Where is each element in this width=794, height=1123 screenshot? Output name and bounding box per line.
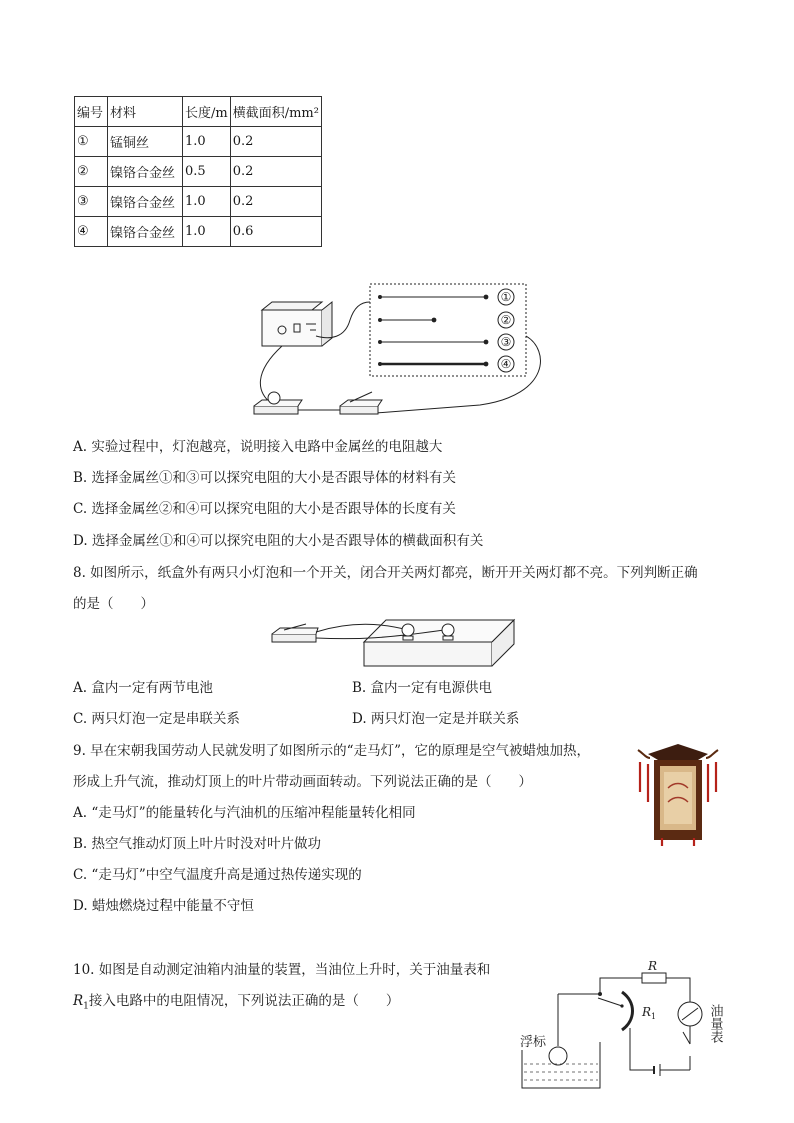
table-cell: 镍铬合金丝 [108,217,183,247]
table-cell: 0.2 [230,187,321,217]
q9-option-d: D. 蜡烛燃烧过程中能量不守恒 [73,898,254,914]
paper-box-circuit-figure [268,616,518,672]
q7-option-d: D. 选择金属丝①和④可以探究电阻的大小是否跟导体的横截面积有关 [73,533,484,549]
q9-stem-line2: 形成上升气流，推动灯顶上的叶片带动画面转动。下列说法正确的是（ ） [73,774,532,790]
table-cell: ① [75,127,108,157]
header-cell: 编号 [75,97,108,127]
r1-symbol: R [73,993,84,1009]
table-cell: 镍铬合金丝 [108,187,183,217]
q7-option-c: C. 选择金属丝②和④可以探究电阻的大小是否跟导体的长度有关 [73,501,456,517]
q9-stem-line1: 9. 早在宋朝我国劳动人民就发明了如图所示的“走马灯”，它的原理是空气被蜡烛加热， [73,743,590,759]
table-cell: ④ [75,217,108,247]
q8-option-c: C. 两只灯泡一定是串联关系 [73,711,240,727]
table-header-row [75,97,322,127]
table-row [75,187,322,217]
header-cell: 长度/m [183,97,231,127]
oil-meter-label: 油量表 [707,1004,723,1043]
wire-label: ④ [500,357,512,371]
q9-option-b: B. 热空气推动灯顶上叶片时没对叶片做功 [73,836,322,852]
wire-label: ② [500,313,512,327]
resistor-r1-subscript: 1 [651,1012,657,1021]
table-cell: 0.6 [230,217,321,247]
wire-spec-table [74,96,322,247]
table-cell: 0.5 [183,157,231,187]
table-cell: 1.0 [183,187,231,217]
q10-stem-line2-text: 接入电路中的电阻情况，下列说法正确的是（ ） [88,993,400,1009]
table-row [75,127,322,157]
q7-option-b: B. 选择金属丝①和③可以探究电阻的大小是否跟导体的材料有关 [73,470,457,486]
q8-option-a: A. 盒内一定有两节电池 [73,680,213,696]
q8-stem-line2: 的是（ ） [73,596,154,612]
wire-label: ① [500,290,512,304]
q10-stem-line2 [73,992,399,1016]
header-cell: 横截面积/mm² [230,97,321,127]
q8-option-b: B. 盒内一定有电源供电 [352,680,493,696]
table-cell: 镍铬合金丝 [108,157,183,187]
table-cell: ② [75,157,108,187]
oil-level-circuit-figure [518,958,732,1094]
resistor-r-label: R [648,959,658,973]
q9-option-c: C. “走马灯”中空气温度升高是通过热传递实现的 [73,867,362,883]
resistance-experiment-figure [250,280,550,420]
header-cell: 材料 [108,97,183,127]
float-label: 浮标 [520,1035,547,1050]
q8-option-d: D. 两只灯泡一定是并联关系 [352,711,520,727]
table-cell: 0.2 [230,127,321,157]
q9-option-a: A. “走马灯”的能量转化与汽油机的压缩冲程能量转化相同 [73,805,416,821]
q8-stem-line1: 8. 如图所示，纸盒外有两只小灯泡和一个开关，闭合开关两灯都亮，断开开关两灯都不亮。下列判断正确 [73,565,698,581]
table-cell: 1.0 [183,217,231,247]
wire-label: ③ [500,335,512,349]
q10-stem-line1: 10. 如图是自动测定油箱内油量的装置，当油位上升时，关于油量表和 [73,962,491,978]
q7-option-a: A. 实验过程中，灯泡越亮，说明接入电路中金属丝的电阻越大 [73,439,443,455]
table-cell: 锰铜丝 [108,127,183,157]
resistor-r1-label: R [642,1005,652,1019]
table-row [75,217,322,247]
lantern-image [628,742,728,846]
table-cell: 0.2 [230,157,321,187]
table-row [75,157,322,187]
table-cell: ③ [75,187,108,217]
r1-subscript: 1 [83,1001,89,1012]
table-cell: 1.0 [183,127,231,157]
